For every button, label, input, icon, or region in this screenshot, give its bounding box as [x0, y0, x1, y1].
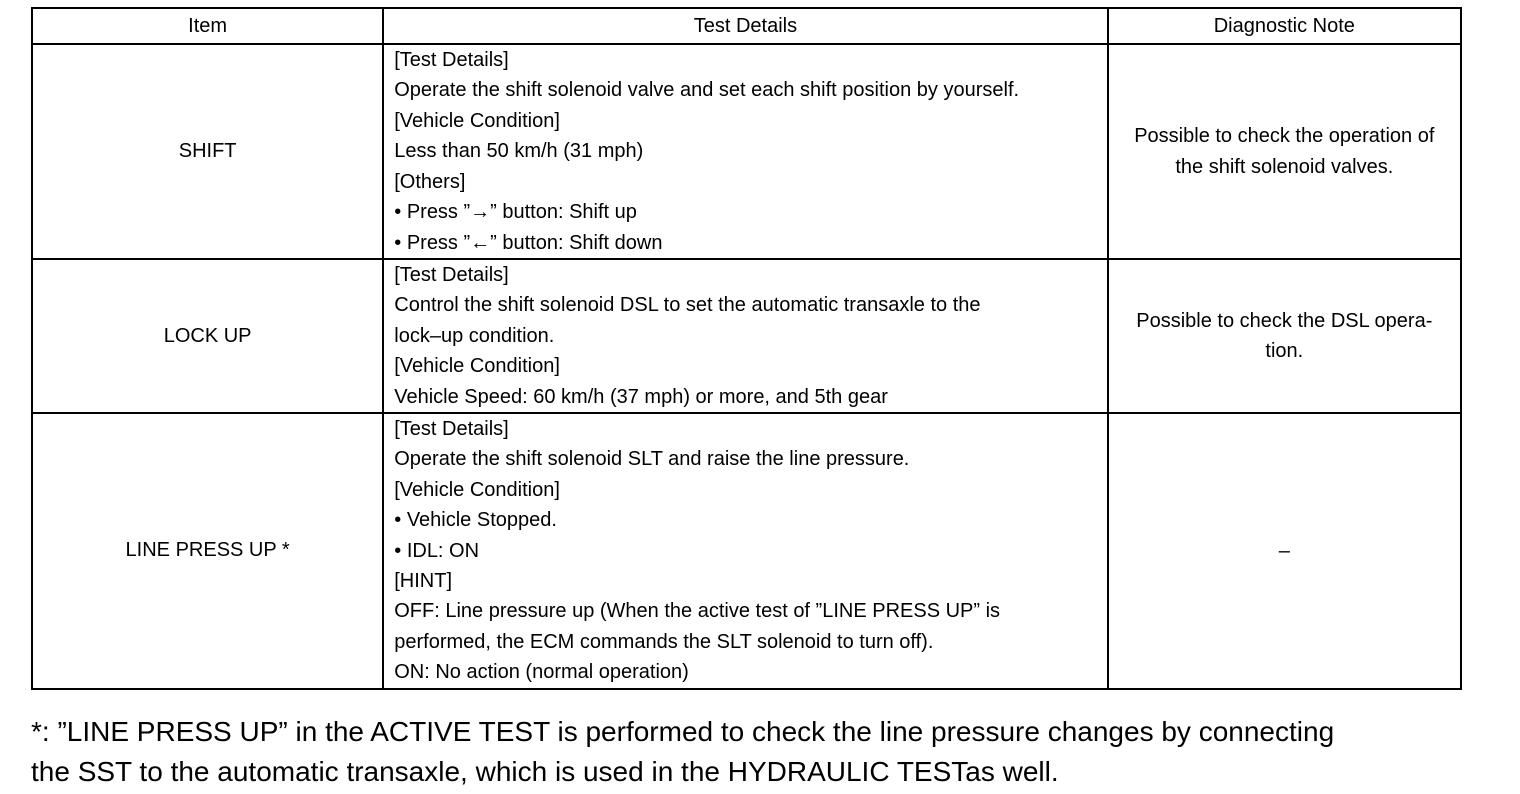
- header-item: Item: [32, 8, 383, 44]
- table-row: [32, 44, 1461, 259]
- details-cell: [383, 413, 1107, 689]
- item-cell: LOCK UP: [32, 259, 383, 413]
- header-test-details: Test Details: [383, 8, 1107, 44]
- footnote-line: the SST to the automatic transaxle, which is used in the HYDRAULIC TESTas well.: [31, 756, 1059, 787]
- details-line: ON: No action (normal operation): [394, 661, 689, 684]
- note-line: –: [1278, 539, 1290, 562]
- details-line: performed, the ECM commands the SLT solenoid to turn off).: [394, 630, 934, 653]
- header-diagnostic-note: Diagnostic Note: [1108, 8, 1461, 44]
- details-line: Operate the shift solenoid SLT and raise the line pressure.: [394, 448, 910, 471]
- note-line: tion.: [1265, 340, 1304, 363]
- details-line: [Vehicle Condition]: [394, 478, 560, 501]
- details-line: [Vehicle Condition]: [394, 109, 560, 132]
- details-line: OFF: Line pressure up (When the active test of ”LINE PRESS UP” is: [394, 600, 1001, 623]
- header-row: [32, 8, 1461, 44]
- bullet-item: • Press ”←” button: Shift down: [394, 228, 1096, 258]
- table-row: [32, 413, 1461, 689]
- bullet-item: • Press ”→” button: Shift up: [394, 197, 1096, 227]
- details-line: Control the shift solenoid DSL to set the automatic transaxle to the: [394, 294, 981, 317]
- note-cell: [1108, 413, 1461, 689]
- note-line: Possible to check the DSL opera-: [1136, 309, 1433, 332]
- details-line: Less than 50 km/h (31 mph): [394, 140, 644, 163]
- details-line: lock–up condition.: [394, 324, 555, 347]
- table-row: [32, 259, 1461, 413]
- details-line: Vehicle Speed: 60 km/h (37 mph) or more, and 5th gear: [394, 385, 888, 408]
- details-line: [Test Details]: [394, 264, 509, 286]
- details-line: [Others]: [394, 170, 466, 193]
- details-cell: [383, 44, 1107, 259]
- details-line: Operate the shift solenoid valve and set each shift position by yourself.: [394, 79, 1020, 102]
- details-line: [Vehicle Condition]: [394, 355, 560, 378]
- item-cell: SHIFT: [32, 44, 383, 259]
- item-cell: LINE PRESS UP *: [32, 413, 383, 689]
- note-line: Possible to check the operation of: [1134, 125, 1435, 148]
- footnote-line: *: ”LINE PRESS UP” in the ACTIVE TEST is performed to check the line pressure changes by connecting: [31, 716, 1335, 747]
- details-line: [Test Details]: [394, 418, 509, 441]
- footnote: [31, 712, 1471, 792]
- note-cell: [1108, 44, 1461, 259]
- active-test-table: [31, 7, 1462, 690]
- details-cell: [383, 259, 1107, 413]
- bullet-item: • IDL: ON: [394, 536, 1096, 566]
- note-line: the shift solenoid valves.: [1175, 155, 1394, 178]
- bullet-item: • Vehicle Stopped.: [394, 505, 1096, 535]
- note-cell: [1108, 259, 1461, 413]
- details-line: [Test Details]: [394, 49, 509, 72]
- details-line: [HINT]: [394, 570, 453, 593]
